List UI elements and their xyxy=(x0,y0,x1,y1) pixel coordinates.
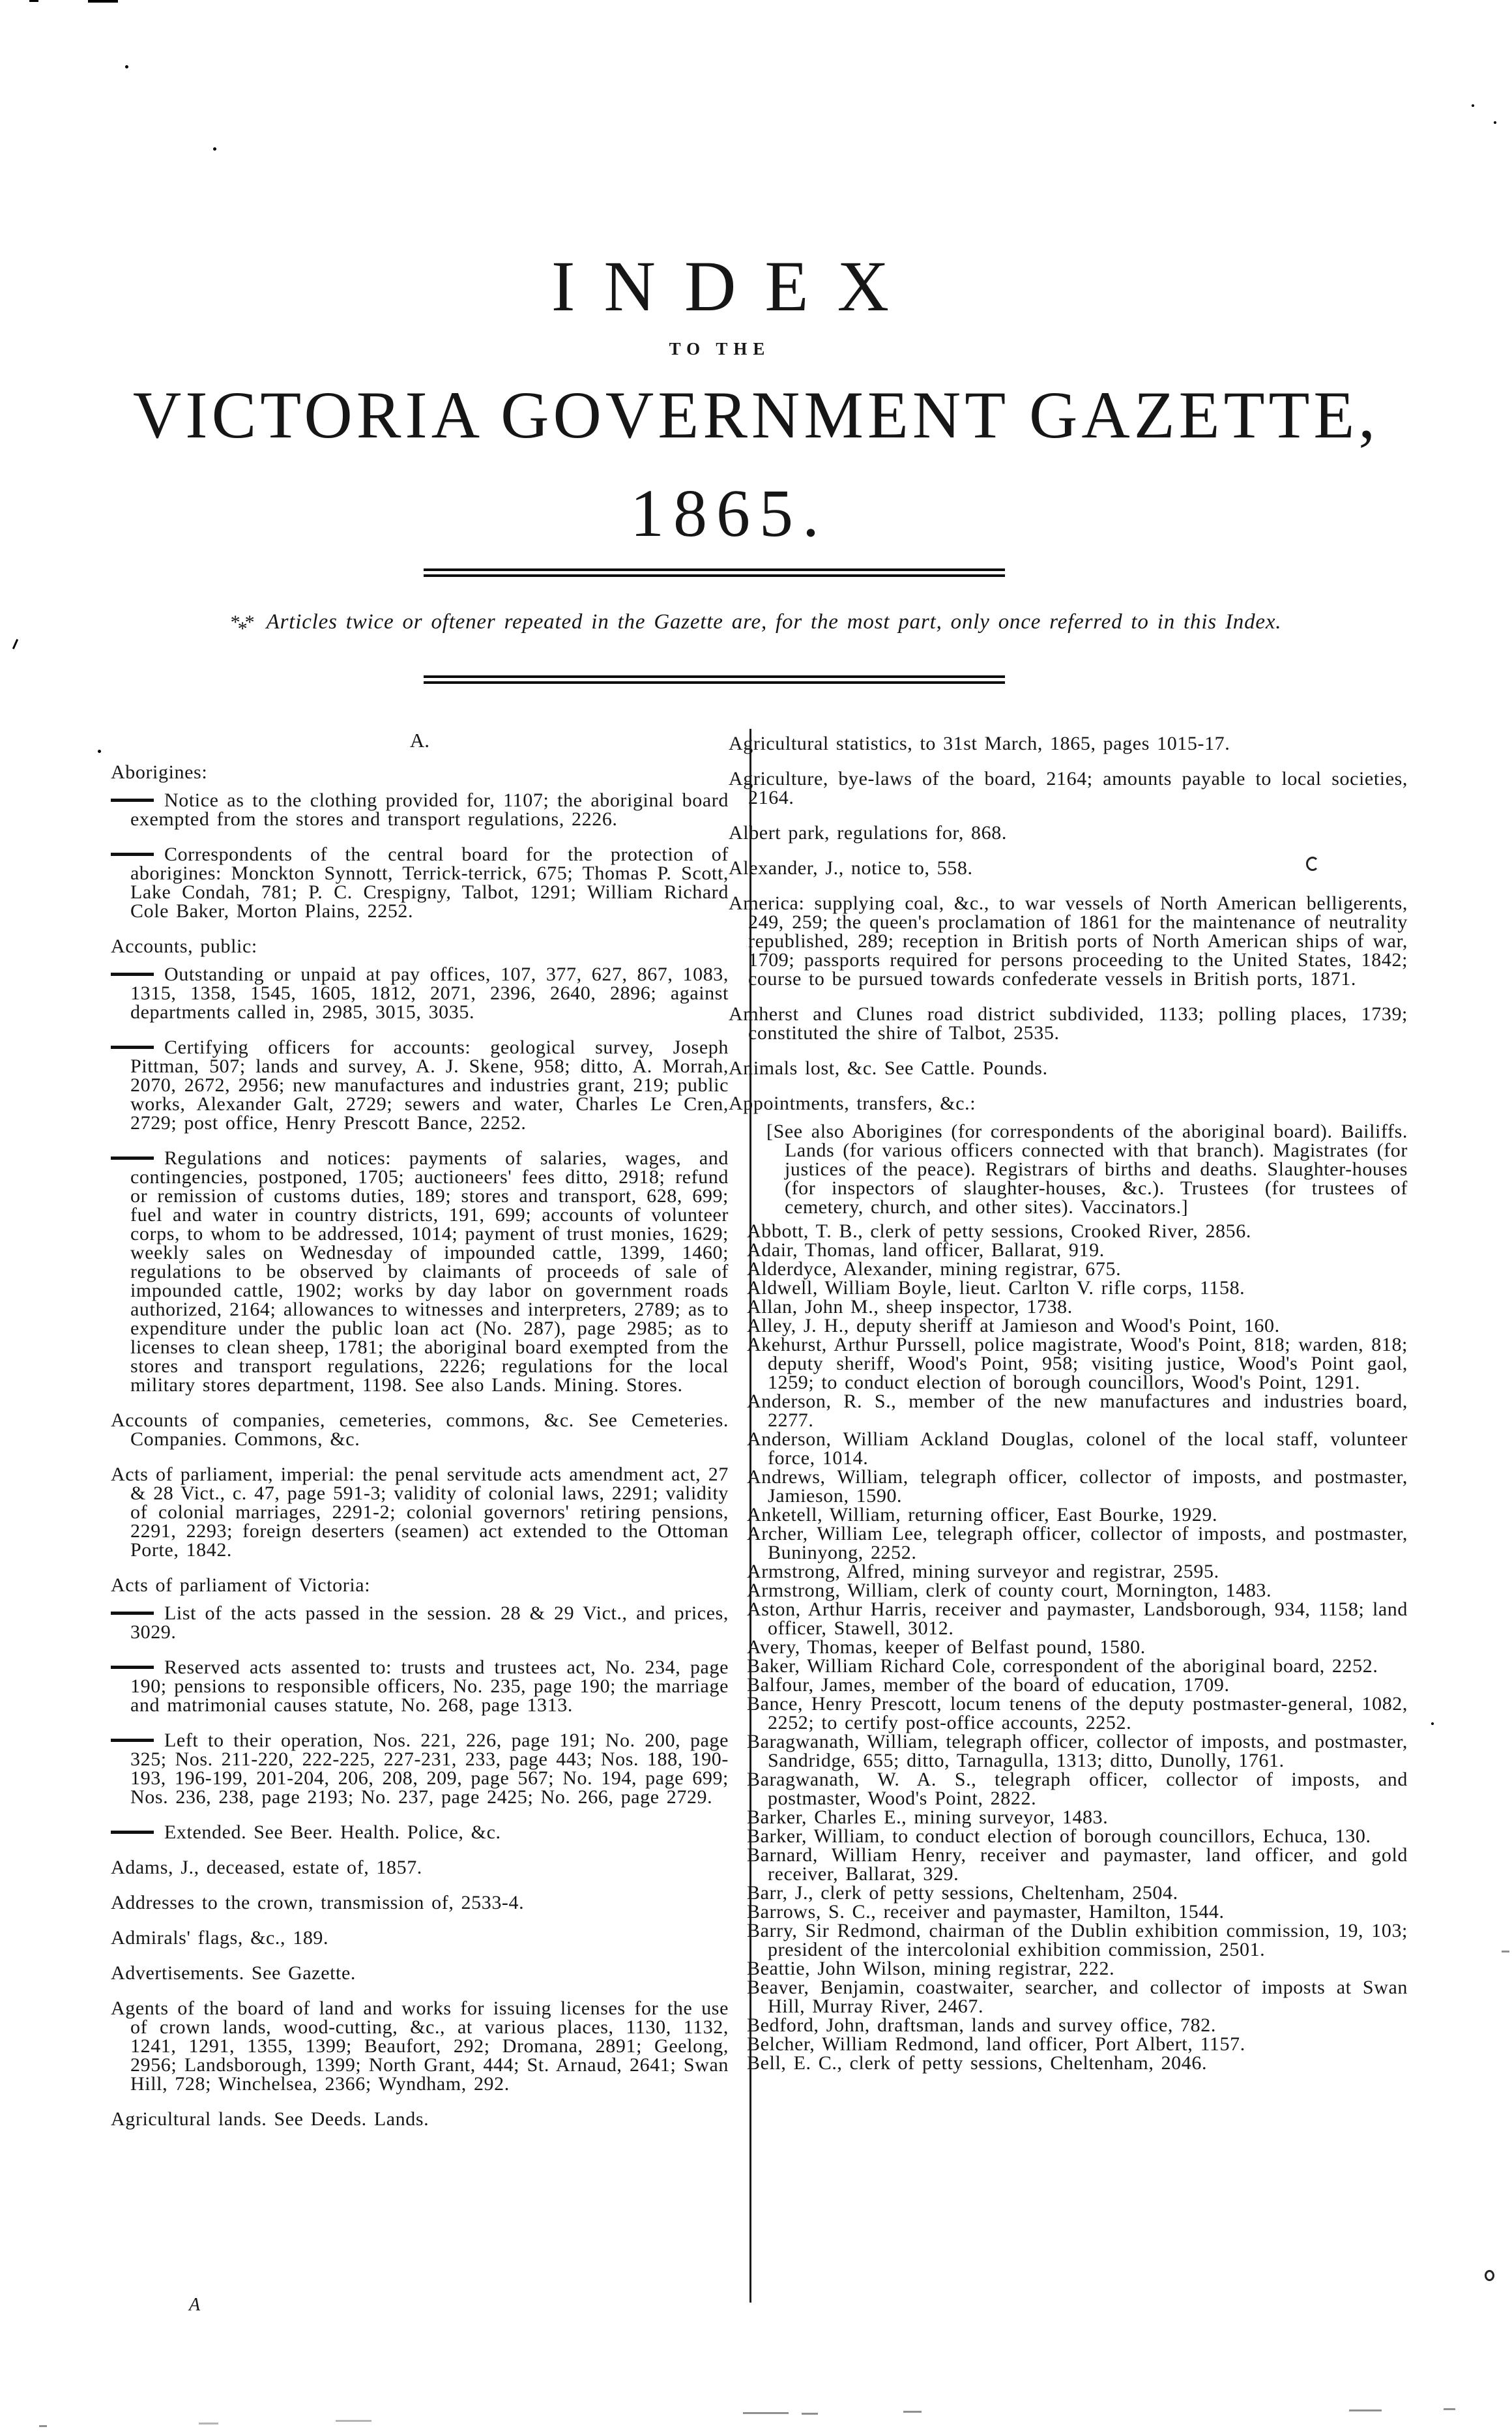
index-entry: Agriculture, bye-laws of the board, 2164; amounts payable to local societies, 2164. xyxy=(729,768,1408,808)
index-entry: Alexander, J., notice to, 558. xyxy=(729,857,973,879)
index-entry: Belcher, William Redmond, land officer, Port Albert, 1157. xyxy=(747,2033,1245,2055)
repeat-note xyxy=(0,610,1512,640)
signature-mark: A xyxy=(189,2295,201,2315)
repeat-note-text: Articles twice or oftener repeated in the Gazette are, for the most part, only once referred to in this Index. xyxy=(266,610,1282,634)
ink-speck xyxy=(1485,2270,1494,2281)
scan-artifact xyxy=(88,0,118,3)
index-entry: Advertisements. See Gazette. xyxy=(111,1962,356,1984)
em-rule xyxy=(111,1046,154,1049)
index-entry: Balfour, James, member of the board of education, 1709. xyxy=(747,1674,1230,1696)
index-entry: Albert park, regulations for, 868. xyxy=(729,822,1007,844)
em-rule xyxy=(111,1739,154,1742)
index-entry: Correspondents of the central board for the protection of aborigines: Monckton Synnott, Terrick-terrick, 675; Thomas P. Scott, Lake Condah, 781; P. C. Crespigny, Talbot, 1291; William Richard Cole Baker, Morton Plains, 2252. xyxy=(111,845,729,921)
index-entry: Barr, J., clerk of petty sessions, Cheltenham, 2504. xyxy=(747,1882,1178,1904)
scan-artifact xyxy=(29,0,38,2)
index-entry: Barry, Sir Redmond, chairman of the Dublin exhibition commission, 19, 103; president of the intercolonial exhibition commission, 2501. xyxy=(747,1920,1408,1960)
subtitle: TO THE xyxy=(669,339,771,359)
index-entry: Beattie, John Wilson, mining registrar, 222. xyxy=(747,1958,1115,1979)
index-heading: Accounts, public: xyxy=(111,936,257,957)
index-entry: Notice as to the clothing provided for, 1107; the aboriginal board exempted from the stores and transport regulations, 2226. xyxy=(111,791,729,829)
ink-speck xyxy=(213,147,216,151)
em-rule xyxy=(111,1612,154,1615)
index-entry: Aldwell, William Boyle, lieut. Carlton V. rifle corps, 1158. xyxy=(747,1277,1245,1299)
index-entry: Agricultural statistics, to 31st March, 1865, pages 1015-17. xyxy=(729,733,1230,754)
left-column xyxy=(111,725,729,2145)
ink-speck xyxy=(1431,1722,1434,1725)
publication-title: VICTORIA GOVERNMENT GAZETTE, xyxy=(132,378,1380,452)
index-entry: Archer, William Lee, telegraph officer, collector of imposts, and postmaster, Buninyong, 2252. xyxy=(747,1523,1408,1563)
index-entry: Allan, John M., sheep inspector, 1738. xyxy=(747,1296,1073,1318)
index-heading: Acts of parliament of Victoria: xyxy=(111,1574,371,1596)
page-title: INDEX xyxy=(551,246,918,326)
index-entry: Andrews, William, telegraph officer, collector of imposts, and postmaster, Jamieson, 1590. xyxy=(747,1466,1408,1507)
scan-artifact xyxy=(39,2425,47,2427)
double-rule-top xyxy=(424,568,1005,577)
index-entry: Extended. See Beer. Health. Police, &c. xyxy=(111,1823,729,1842)
index-entry: Barker, William, to conduct election of borough councillors, Echuca, 130. xyxy=(747,1825,1371,1847)
index-entry: Accounts of companies, cemeteries, commons, &c. See Cemeteries. Companies. Commons, &c. xyxy=(111,1409,729,1450)
em-rule xyxy=(111,799,154,802)
index-entry: Barker, Charles E., mining surveyor, 1483. xyxy=(747,1806,1109,1828)
ink-speck xyxy=(98,750,101,753)
index-entry: Alley, J. H., deputy sheriff at Jamieson and Wood's Point, 160. xyxy=(747,1315,1280,1336)
index-entry: Barnard, William Henry, receiver and paymaster, land officer, and gold receiver, Ballarat, 329. xyxy=(747,1844,1408,1885)
left-entries xyxy=(111,763,729,2129)
index-heading: Appointments, transfers, &c.: xyxy=(729,1093,976,1114)
index-entry: Baker, William Richard Cole, correspondent of the aboriginal board, 2252. xyxy=(747,1655,1378,1677)
ink-speck xyxy=(125,65,128,68)
index-entry: Amherst and Clunes road district subdivided, 1133; polling places, 1739; constituted the shire of Talbot, 2535. xyxy=(729,1003,1408,1044)
index-entry: Acts of parliament, imperial: the penal servitude acts amendment act, 27 & 28 Vict., c. 47, page 591-3; validity of colonial laws, 2291; validity of colonial marriages, 2291-2; colonial governors' retiring pensions, 2291, 2293; foreign deserters (seamen) act extended to the Ottoman Porte, 1842. xyxy=(111,1464,729,1561)
index-entry: Aston, Arthur Harris, receiver and paymaster, Landsborough, 934, 1158; land officer, Stawell, 3012. xyxy=(747,1599,1408,1639)
index-entry: Addresses to the crown, transmission of, 2533-4. xyxy=(111,1892,525,1913)
scan-artifact xyxy=(1502,1951,1509,1952)
scan-artifact xyxy=(199,2423,218,2424)
index-entry: Bance, Henry Prescott, locum tenens of the deputy postmaster-general, 1082, 2252; to certify post-office accounts, 2252. xyxy=(747,1693,1408,1733)
index-entry: Bedford, John, draftsman, lands and survey office, 782. xyxy=(747,2014,1216,2036)
index-entry: Adams, J., deceased, estate of, 1857. xyxy=(111,1857,422,1878)
index-entry: Beaver, Benjamin, coastwaiter, searcher, and collector of imposts at Swan Hill, Murray River, 2467. xyxy=(747,1977,1408,2017)
index-entry: Anketell, William, returning officer, East Bourke, 1929. xyxy=(747,1504,1218,1525)
scan-artifact xyxy=(903,2411,922,2413)
index-entry: Baragwanath, W. A. S., telegraph officer, collector of imposts, and postmaster, Wood's Point, 2822. xyxy=(747,1769,1408,1809)
index-entry: Adair, Thomas, land officer, Ballarat, 919. xyxy=(747,1239,1105,1261)
index-entry: Avery, Thomas, keeper of Belfast pound, 1580. xyxy=(747,1636,1146,1658)
right-column xyxy=(729,725,1408,2072)
ink-speck xyxy=(1472,104,1474,107)
index-entry: Reserved acts assented to: trusts and trustees act, No. 234, page 190; pensions to responsible officers, No. 235, page 190; the marriage and matrimonial causes statute, No. 268, page 1313. xyxy=(111,1658,729,1715)
index-entry: Bell, E. C., clerk of petty sessions, Cheltenham, 2046. xyxy=(747,2052,1208,2074)
index-entry: Anderson, R. S., member of the new manufactures and industries board, 2277. xyxy=(747,1391,1408,1431)
asterism-mark: *** xyxy=(230,611,255,640)
em-rule xyxy=(111,973,154,976)
index-entry: Alderdyce, Alexander, mining registrar, 675. xyxy=(747,1258,1122,1280)
index-entry: Outstanding or unpaid at pay offices, 107, 377, 627, 867, 1083, 1315, 1358, 1545, 1605, 1812, 2071, 2396, 2640, 2896; against departments called in, 2985, 3015, 3035. xyxy=(111,965,729,1022)
index-entry: Agents of the board of land and works for issuing licenses for the use of crown lands, wood-cutting, &c., at various places, 1130, 1132, 1241, 1291, 1355, 1399; Beaufort, 292; Dromana, 2891; Geelong, 2956; Landsborough, 1399; North Grant, 444; St. Arnaud, 2641; Swan Hill, 728; Winchelsea, 2366; Wyndham, 292. xyxy=(111,1997,729,2095)
ink-speck xyxy=(12,639,18,649)
index-entry: America: supplying coal, &c., to war vessels of North American belligerents, 249, 259; the queen's proclamation of 1861 for the maintenance of neutrality republished, 289; reception in British ports of North American ships of war, 1709; passports required for persons proceeding to the United States, 1842; course to be pursued towards confederate vessels in British ports, 1871. xyxy=(729,892,1408,990)
index-entry: Barrows, S. C., receiver and paymaster, Hamilton, 1544. xyxy=(747,1901,1225,1923)
index-entry: Regulations and notices: payments of salaries, wages, and contingencies, postponed, 1705; auctioneers' fees ditto, 2918; refund or remission of customs duties, 189; stores and transport, 628, 699; fuel and water in country districts, 191, 699; accounts of volunteer corps, to whom to be addressed, 1014; payment of trust monies, 1629; weekly sales on Wednesday of impounded cattle, 1399, 1460; regulations to be observed by claimants of proceeds of sale of impounded cattle, 1902; works by day labor on government roads authorized, 2164; allowances to witnesses and interpreters, 2789; as to expenditure under the public loan act (No. 287), page 2985; as to licenses to clean sheep, 1781; the aboriginal board exempted from the stores and transport regulations, 2226; regulations for the local military stores department, 1198. See also Lands. Mining. Stores. xyxy=(111,1149,729,1394)
ink-speck xyxy=(1494,121,1496,124)
year-title: 1865. xyxy=(630,476,828,551)
scan-artifact xyxy=(743,2412,789,2414)
index-entry: Baragwanath, William, telegraph officer, collector of imposts, and postmaster, Sandridge, 655; ditto, Tarnagulla, 1313; ditto, Dunolly, 1761. xyxy=(747,1731,1408,1771)
em-rule xyxy=(111,1666,154,1669)
scan-artifact xyxy=(1444,2408,1455,2410)
index-entry: Anderson, William Ackland Douglas, colonel of the local staff, volunteer force, 1014. xyxy=(747,1428,1408,1469)
index-entry: Animals lost, &c. See Cattle. Pounds. xyxy=(729,1057,1048,1079)
index-entry: Admirals' flags, &c., 189. xyxy=(111,1927,329,1949)
right-entries xyxy=(729,734,1408,2072)
index-entry: Certifying officers for accounts: geological survey, Joseph Pittman, 507; lands and survey, A. J. Skene, 958; ditto, A. Morrah, 2070, 2672, 2956; new manufactures and industries grant, 219; public works, Alexander Galt, 2729; sewers and water, Charles Le Cren, 2729; post office, Henry Prescott Bance, 2252. xyxy=(111,1038,729,1132)
index-entry: [See also Aborigines (for correspondents of the aboriginal board). Bailiffs. Lands (for various officers connected with that branch). Magistrates (for justices of the peace). Registrars of births and deaths. Slaughter-houses (for inspectors of slaughter-houses, &c.). Trustees (for trustees of cemetery, church, and other sites). Vaccinators.] xyxy=(766,1121,1408,1218)
scan-artifact xyxy=(802,2413,818,2415)
index-heading: Aborigines: xyxy=(111,761,208,783)
index-entry: Left to their operation, Nos. 221, 226, page 191; No. 200, page 325; Nos. 211-220, 222-225, 227-231, 233, page 443; Nos. 188, 190-193, 196-199, 201-204, 206, 208, 209, page 567; No. 194, page 699; Nos. 236, 238, page 2193; No. 237, page 2425; No. 266, page 2729. xyxy=(111,1731,729,1806)
em-rule xyxy=(111,1831,154,1834)
index-entry: Abbott, T. B., clerk of petty sessions, Crooked River, 2856. xyxy=(747,1220,1251,1242)
double-rule-bottom xyxy=(424,675,1005,684)
index-entry: Armstrong, William, clerk of county court, Mornington, 1483. xyxy=(747,1580,1272,1601)
em-rule xyxy=(111,1157,154,1160)
index-entry: Agricultural lands. See Deeds. Lands. xyxy=(111,2108,429,2130)
scan-artifact xyxy=(336,2420,371,2422)
index-entry: Akehurst, Arthur Purssell, police magistrate, Wood's Point, 818; warden, 818; deputy sheriff, Wood's Point, 958; visiting justice, Wood's Point gaol, 1259; to conduct election of borough councillors, Wood's Point, 1291. xyxy=(747,1334,1408,1393)
index-entry: List of the acts passed in the session. 28 & 29 Vict., and prices, 3029. xyxy=(111,1604,729,1642)
section-letter: A. xyxy=(409,729,430,752)
em-rule xyxy=(111,853,154,856)
index-entry: Armstrong, Alfred, mining surveyor and registrar, 2595. xyxy=(747,1561,1219,1582)
scan-artifact xyxy=(1349,2409,1382,2411)
